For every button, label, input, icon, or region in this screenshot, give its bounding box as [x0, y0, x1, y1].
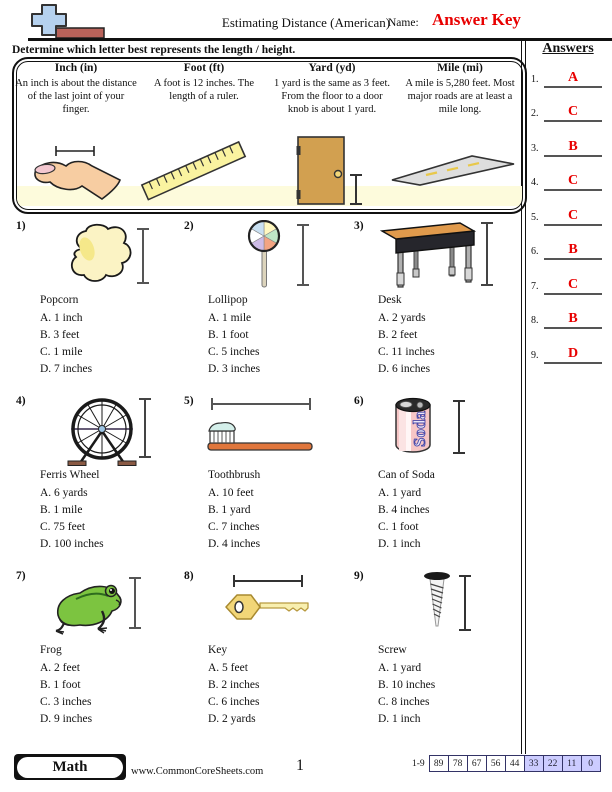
measure-bracket-icon [296, 223, 310, 287]
option-line: D. 3 inches [208, 363, 261, 375]
unit-name: Mile (mi) [437, 62, 483, 74]
score-cell: 33 [524, 755, 544, 772]
score-cell: 0 [581, 755, 601, 772]
measure-bracket-icon [210, 397, 312, 411]
option-line: A. 1 yard [378, 487, 422, 499]
answer-letter: C [567, 173, 579, 188]
answer-number: 9. [531, 350, 539, 361]
answer-underline [544, 155, 602, 157]
answer-number: 6. [531, 246, 539, 257]
answer-number: 7. [531, 281, 539, 292]
answer-number: 5. [531, 212, 539, 223]
option-line: C. 8 inches [378, 696, 430, 708]
unit-column-yard [268, 62, 396, 116]
score-cell: 67 [467, 755, 487, 772]
answer-number: 3. [531, 143, 539, 154]
option-line: B. 3 feet [40, 329, 80, 341]
toothbrush-icon [202, 419, 316, 455]
unit-column-mile [396, 62, 524, 116]
option-line: B. 1 yard [208, 504, 251, 516]
option-line: B. 1 foot [40, 679, 81, 691]
question-cell-3 [352, 218, 518, 390]
option-line: C. 3 inches [40, 696, 92, 708]
measure-bracket-icon [480, 221, 494, 287]
score-cell: 78 [448, 755, 468, 772]
svg-text:Soda: Soda [410, 411, 429, 447]
option-line: A. 6 yards [40, 487, 88, 499]
subject-badge [14, 754, 126, 780]
item-name: Frog [40, 644, 62, 656]
answer-letter: C [567, 277, 579, 292]
score-cell: 11 [562, 755, 582, 772]
answer-letter: B [568, 242, 578, 257]
frog-icon [50, 577, 130, 635]
answer-letter: A [567, 70, 579, 85]
unit-name: Yard (yd) [308, 62, 356, 74]
question-number: 7) [16, 570, 26, 582]
answer-number: 8. [531, 315, 539, 326]
answer-key-label: Answer Key [432, 10, 521, 29]
option-line: D. 1 inch [378, 713, 421, 725]
option-line: B. 2 feet [378, 329, 418, 341]
unit-name: Foot (ft) [183, 62, 225, 74]
question-number: 1) [16, 220, 26, 232]
option-line: B. 10 inches [378, 679, 436, 691]
score-cell: 22 [543, 755, 563, 772]
question-cell-6 [352, 393, 518, 565]
desk-icon [380, 221, 476, 291]
question-cell-8 [182, 568, 348, 740]
option-line: B. 1 foot [208, 329, 249, 341]
answer-number: 1. [531, 74, 539, 85]
item-name: Popcorn [40, 294, 79, 306]
question-number: 5) [184, 395, 194, 407]
answer-underline [544, 327, 602, 329]
item-name: Can of Soda [378, 469, 435, 481]
option-line: D. 9 inches [40, 713, 93, 725]
question-cell-4 [14, 393, 180, 565]
option-line: D. 2 yards [208, 713, 256, 725]
item-name: Screw [378, 644, 407, 656]
score-cell: 44 [505, 755, 525, 772]
question-cell-9 [352, 568, 518, 740]
option-line: D. 4 inches [208, 538, 261, 550]
answer-letter: C [567, 208, 579, 223]
unit-column-inch [12, 62, 140, 116]
question-cell-7 [14, 568, 180, 740]
lollipop-icon [244, 220, 286, 290]
question-number: 3) [354, 220, 364, 232]
item-name: Ferris Wheel [40, 469, 100, 481]
measure-bracket-icon [452, 399, 466, 455]
score-range-label: 1-9 [412, 758, 425, 769]
option-line: C. 75 feet [40, 521, 86, 533]
item-name: Key [208, 644, 228, 656]
option-line: A. 2 yards [378, 312, 426, 324]
measure-bracket-icon [136, 227, 150, 285]
score-table [412, 755, 601, 772]
unit-description: A mile is 5,280 feet. Most major roads are at least a mile long. [405, 78, 515, 115]
question-cell-2 [182, 218, 348, 390]
score-cell: 56 [486, 755, 506, 772]
option-line: B. 2 inches [208, 679, 260, 691]
answer-number: 4. [531, 177, 539, 188]
option-line: A. 10 feet [208, 487, 254, 499]
measure-bracket-icon [232, 574, 304, 588]
option-line: D. 1 inch [378, 538, 421, 550]
option-line: C. 11 inches [378, 346, 435, 358]
option-line: C. 6 inches [208, 696, 260, 708]
screw-icon [422, 571, 452, 633]
finger-icon [28, 142, 128, 202]
item-name: Desk [378, 294, 402, 306]
page-number: 1 [296, 757, 304, 774]
answer-underline [544, 189, 602, 191]
answer-letter: B [568, 311, 578, 326]
option-line: C. 7 inches [208, 521, 260, 533]
question-cell-5 [182, 393, 348, 565]
subject-label: Math [17, 757, 123, 778]
soda-can-icon [392, 395, 438, 459]
option-line: D. 100 inches [40, 538, 104, 550]
measure-bracket-icon [458, 574, 472, 632]
ruler-icon [138, 134, 260, 210]
option-line: B. 4 inches [378, 504, 430, 516]
road-icon [386, 152, 520, 188]
answer-underline [544, 120, 602, 122]
answer-letter: B [568, 139, 578, 154]
option-line: A. 5 feet [208, 662, 248, 674]
answer-underline [544, 224, 602, 226]
question-number: 2) [184, 220, 194, 232]
question-number: 9) [354, 570, 364, 582]
answer-underline [544, 258, 602, 260]
unit-description: An inch is about the distance of the last joint of your finger. [15, 78, 137, 115]
measure-bracket-icon [138, 397, 152, 459]
item-name: Toothbrush [208, 469, 261, 481]
option-line: A. 2 feet [40, 662, 80, 674]
popcorn-icon [66, 223, 136, 285]
plus-minus-logo-icon [26, 3, 118, 41]
unit-description: 1 yard is the same as 3 feet. From the floor to a door knob is about 1 yard. [273, 78, 391, 115]
item-name: Lollipop [208, 294, 248, 306]
unit-name: Inch (in) [54, 62, 98, 74]
option-line: A. 1 mile [208, 312, 252, 324]
answer-letter: C [567, 104, 579, 119]
option-line: C. 1 mile [40, 346, 83, 358]
website-text: www.CommonCoreSheets.com [131, 766, 264, 777]
door-icon [294, 131, 370, 210]
question-number: 4) [16, 395, 26, 407]
option-line: B. 1 mile [40, 504, 83, 516]
option-line: A. 1 inch [40, 312, 83, 324]
option-line: D. 6 inches [378, 363, 431, 375]
instruction-text: Determine which letter best represents the length / height. [12, 44, 296, 56]
answer-underline [544, 86, 602, 88]
measure-bracket-icon [128, 576, 142, 630]
question-cell-1 [14, 218, 180, 390]
answer-underline [544, 362, 602, 364]
score-cell: 89 [429, 755, 449, 772]
page-title: Estimating Distance (American) [221, 15, 391, 30]
option-line: C. 1 foot [378, 521, 419, 533]
name-label: Name: [388, 17, 419, 29]
option-line: C. 5 inches [208, 346, 260, 358]
question-number: 6) [354, 395, 364, 407]
unit-description: A foot is 12 inches. The length of a ruler. [153, 78, 255, 102]
unit-column-foot [140, 62, 268, 103]
answer-number: 2. [531, 108, 539, 119]
option-line: D. 7 inches [40, 363, 93, 375]
answer-underline [544, 293, 602, 295]
option-line: A. 1 yard [378, 662, 422, 674]
ferris-wheel-icon [60, 395, 144, 467]
key-icon [224, 590, 312, 624]
answer-letter: D [567, 346, 579, 361]
answers-title: Answers [542, 41, 594, 56]
question-number: 8) [184, 570, 194, 582]
